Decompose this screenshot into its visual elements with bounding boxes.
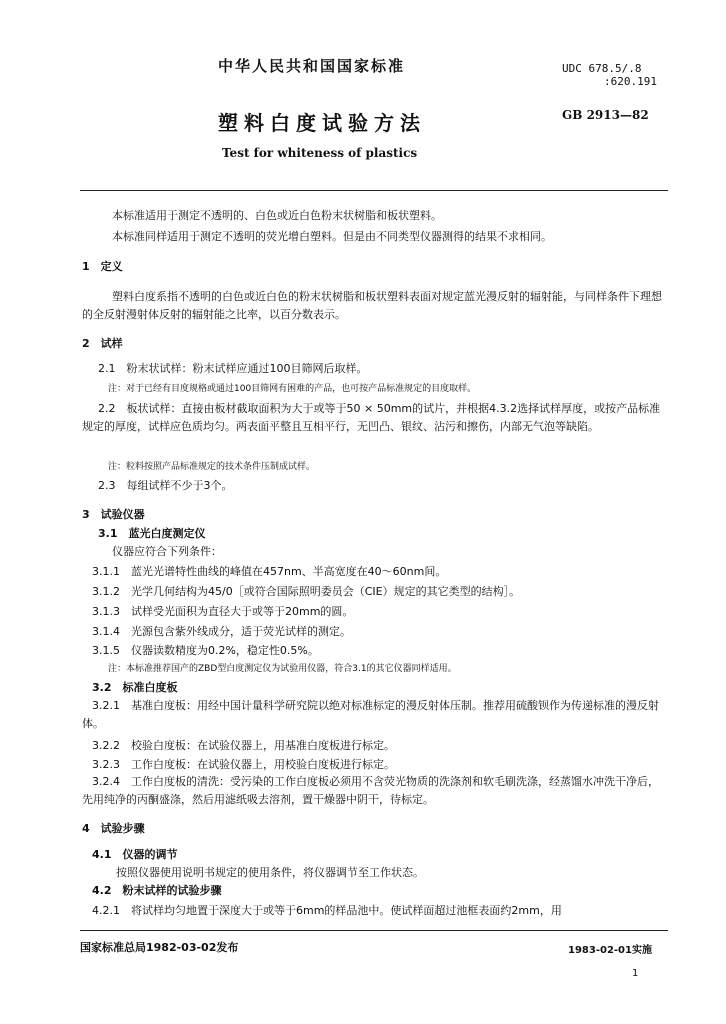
- item-2-3: 2.3 每组试样不少于3个。: [98, 479, 233, 492]
- item-3-2-3: 3.2.3 工作白度板：在试验仪器上，用校验白度板进行标定。: [92, 758, 395, 771]
- udc-code: [562, 62, 657, 88]
- section-4-heading: 4 试验步骤: [82, 822, 145, 835]
- udc-line-2: :620.191: [604, 75, 657, 88]
- effective-date: 1983-02-01实施: [568, 945, 652, 956]
- section-1-body: 塑料白度系指不透明的白色或近白色的粉末状树脂和板状塑料表面对规定蓝光漫反射的辐射能，与同样条件下理想的全反射漫射体反射的辐射能之比率，以百分数表示。: [82, 290, 662, 321]
- item-3-1-4: 3.1.4 光源包含紫外线成分，适于荧光试样的测定。: [92, 625, 351, 638]
- note-2-2: 注：粒料按照产品标准规定的技术条件压制成试样。: [108, 462, 316, 472]
- note-3-1: 注：本标准推荐国产的ZBD型白度测定仪为试验用仪器，符合3.1的其它仪器同样适用。: [108, 664, 457, 674]
- issuing-authority: 中华人民共和国国家标准: [218, 57, 406, 75]
- item-3-2-2: 3.2.2 校验白度板：在试验仪器上，用基准白度板进行标定。: [92, 739, 395, 752]
- footer-rule: [80, 930, 668, 931]
- section-1-heading: 1 定义: [82, 260, 123, 273]
- issue-info: 国家标准总局1982-03-02发布: [80, 941, 239, 954]
- page-number: 1: [632, 968, 639, 979]
- section-3-1-lead: 仪器应符合下列条件：: [112, 545, 222, 558]
- subsection-3-1-heading: 3.1 蓝光白度测定仪: [98, 527, 206, 540]
- item-4-2-1: 4.2.1 将试样均匀地置于深度大于或等于6mm的样品池中。使试样面超过池框表面约2mm，用: [92, 904, 562, 917]
- intro-line-1: 本标准适用于测定不透明的、白色或近白色粉末状树脂和板状塑料。: [112, 209, 442, 222]
- item-3-2-1: 3.2.1 基准白度板：用经中国计量科学研究院以绝对标准标定的漫反射体压制。推荐用硫酸钡作为传递标准的漫反射体。: [82, 699, 659, 730]
- section-2-heading: 2 试样: [82, 337, 123, 350]
- item-3-1-3: 3.1.3 试样受光面积为直径大于或等于20mm的圆。: [92, 605, 354, 618]
- item-3-1-2: 3.1.2 光学几何结构为45/0［或符合国际照明委员会（CIE）规定的其它类型的结构］。: [92, 585, 521, 598]
- subsection-4-1-heading: 4.1 仪器的调节: [92, 848, 178, 861]
- intro-line-2: 本标准同样适用于测定不透明的荧光增白塑料。但是由不同类型仪器测得的结果不求相同。: [112, 230, 552, 243]
- gb-standard-number: GB 2913—82: [562, 108, 649, 122]
- note-2-1: 注：对于已经有目度规格或通过100目筛网有困难的产品，也可按产品标准规定的目度取样。: [108, 384, 477, 394]
- item-3-1-1: 3.1.1 蓝光光谱特性曲线的峰值在457nm、半高宽度在40～60nm间。: [92, 565, 447, 578]
- udc-line-1: UDC 678.5/.8: [562, 62, 642, 75]
- item-3-2-4: 3.2.4 工作白度板的清洗：受污染的工作白度板必须用不含荧光物质的洗涤剂和软毛刷洗涤，经蒸馏水冲洗干净后，先用纯净的丙酮盛涤，然后用滤纸吸去溶剂，置干燥器中阴干，待标定。: [82, 775, 659, 806]
- document-title: 塑料白度试验方法: [218, 111, 426, 135]
- item-2-2: 2.2 板状试样：直接由板材截取面积为大于或等于50 × 50mm的试片，并根据4.3.2选择试样厚度，或按产品标准规定的厚度，试样应色质均匀。两表面平整且互相平行，无凹凸、银纹、沾污和擦伤，内部无气泡等缺陷。: [82, 402, 661, 433]
- item-3-1-5: 3.1.5 仪器读数精度为0.2%，稳定性0.5%。: [92, 644, 319, 657]
- section-4-1-text: 按照仪器使用说明书规定的使用条件，将仪器调节至工作状态。: [116, 866, 424, 879]
- section-3-heading: 3 试验仪器: [82, 508, 145, 521]
- item-2-1: 2.1 粉末状试样：粉末试样应通过100目筛网后取样。: [98, 362, 368, 375]
- subsection-3-2-heading: 3.2 标准白度板: [92, 681, 178, 694]
- subsection-4-2-heading: 4.2 粉末试样的试验步骤: [92, 884, 222, 897]
- header-rule: [80, 190, 668, 191]
- english-title: Test for whiteness of plastics: [222, 146, 418, 160]
